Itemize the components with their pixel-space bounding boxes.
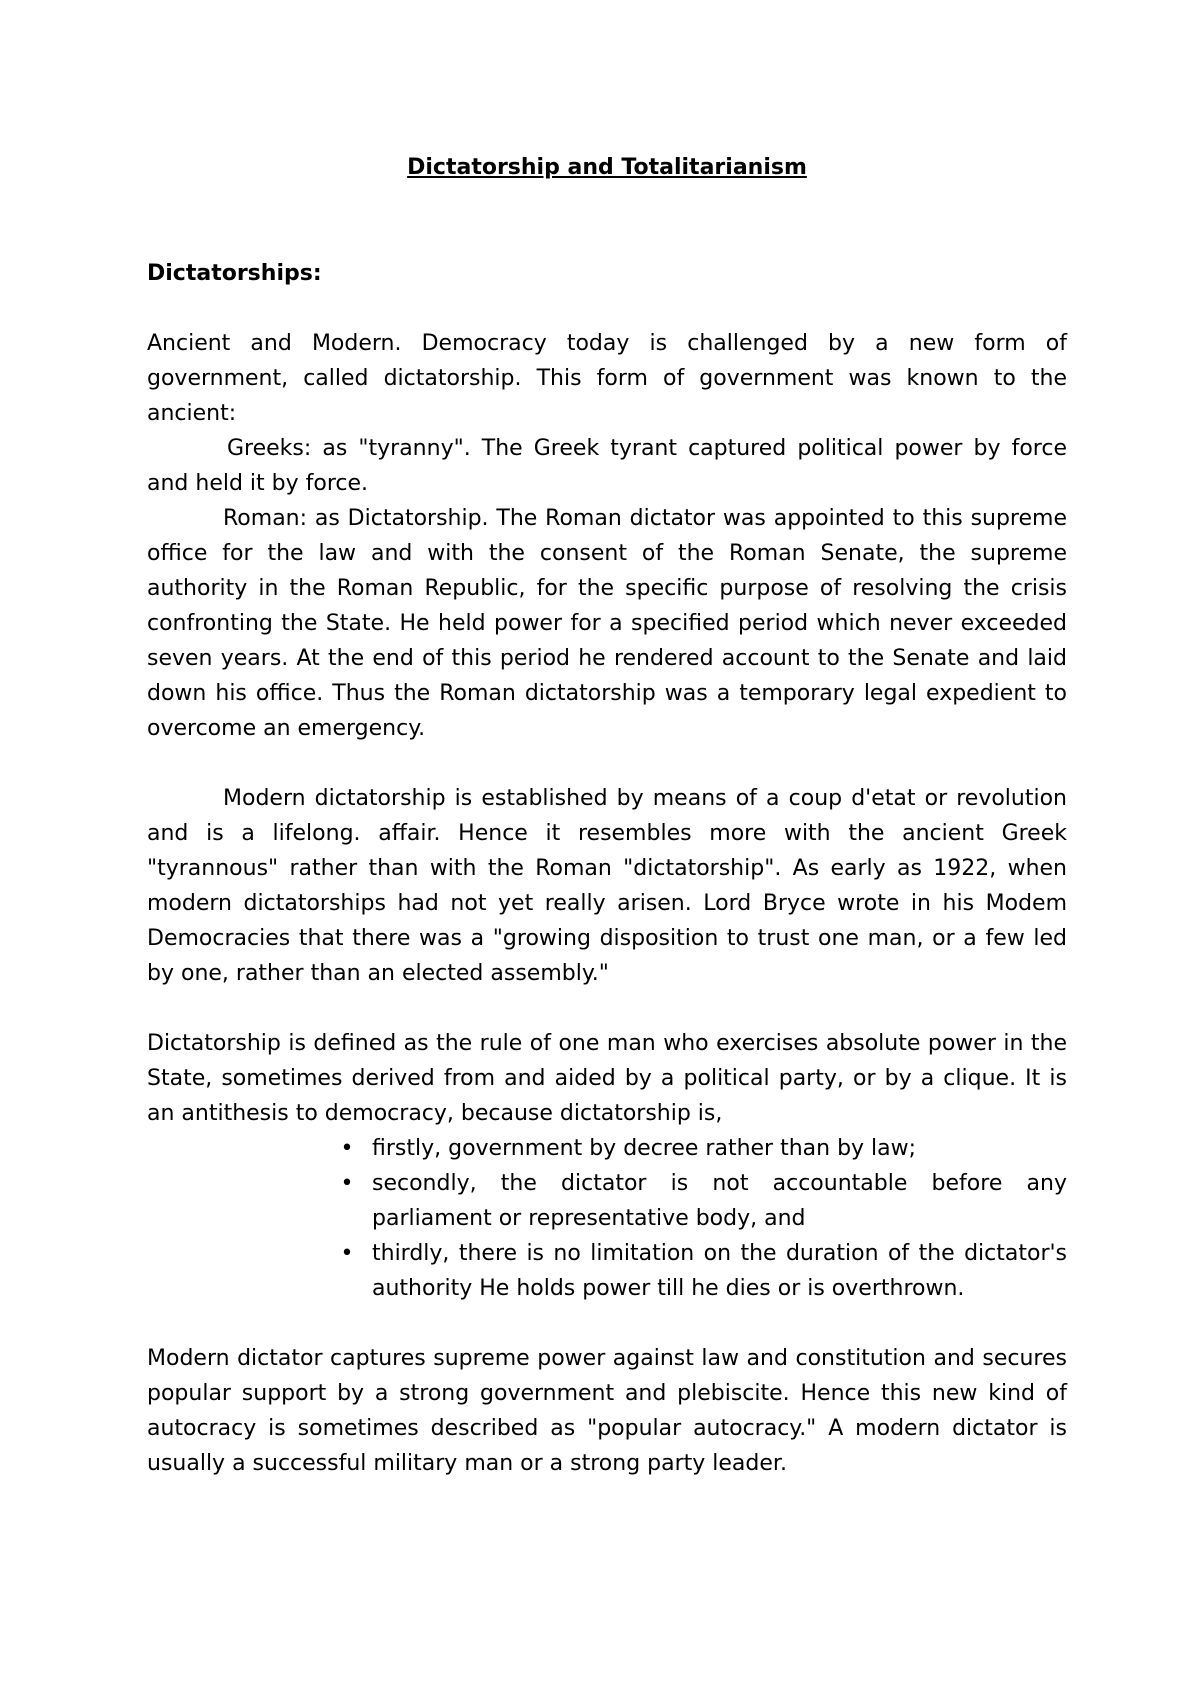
bullet-icon: • — [340, 1241, 354, 1266]
document-title: Dictatorship and Totalitarianism — [407, 155, 807, 180]
list-item — [340, 1131, 1067, 1166]
bullet-icon: • — [340, 1136, 354, 1161]
paragraph-modern-dictator: Modern dictator captures supreme power against law and constitution and secures popular support by a strong government and plebiscite. Hence this new kind of autocracy is sometimes described as "popular autocracy." A modern dictator is usually a successful military man or a strong party leader. — [147, 1346, 1067, 1476]
paragraph-greeks: Greeks: as "tyranny". The Greek tyrant captured political power by force and held it by force. — [147, 436, 1067, 496]
list-item-text: firstly, government by decree rather than by law; — [372, 1136, 917, 1161]
bullet-list — [147, 1131, 1067, 1306]
bullet-icon: • — [340, 1171, 354, 1196]
list-item — [340, 1166, 1067, 1236]
list-item — [340, 1236, 1067, 1306]
section-heading: Dictatorships: — [147, 261, 322, 286]
paragraph-modern-dictatorship: Modern dictatorship is established by means of a coup d'etat or revolution and is a lifelong. affair. Hence it resembles more with the ancient Greek "tyrannous" rather than with the Roman "dictatorship". As early as 1922, when modern dictatorships had not yet really arisen. Lord Bryce wrote in his Modem Democracies that there was a "growing disposition to trust one man, or a few led by one, rather than an elected assembly." — [147, 786, 1067, 986]
paragraph-ancient-modern: Ancient and Modern. Democracy today is challenged by a new form of government, called dictatorship. This form of government was known to the ancient: — [147, 331, 1067, 426]
list-item-text: thirdly, there is no limitation on the duration of the dictator's authority He holds power till he dies or is overthrown. — [372, 1241, 1067, 1301]
paragraph-roman: Roman: as Dictatorship. The Roman dictator was appointed to this supreme office for the law and with the consent of the Roman Senate, the supreme authority in the Roman Republic, for the specific purpose of resolving the crisis confronting the State. He held power for a specified period which never exceeded seven years. At the end of this period he rendered account to the Senate and laid down his office. Thus the Roman dictatorship was a temporary legal expedient to overcome an emergency. — [147, 506, 1067, 741]
list-item-text: secondly, the dictator is not accountable before any parliament or representative body, and — [372, 1171, 1067, 1231]
paragraph-definition: Dictatorship is defined as the rule of one man who exercises absolute power in the State, sometimes derived from and aided by a political party, or by a clique. It is an antithesis to democracy, because dictatorship is, — [147, 1031, 1067, 1126]
document-body — [147, 150, 1067, 1481]
